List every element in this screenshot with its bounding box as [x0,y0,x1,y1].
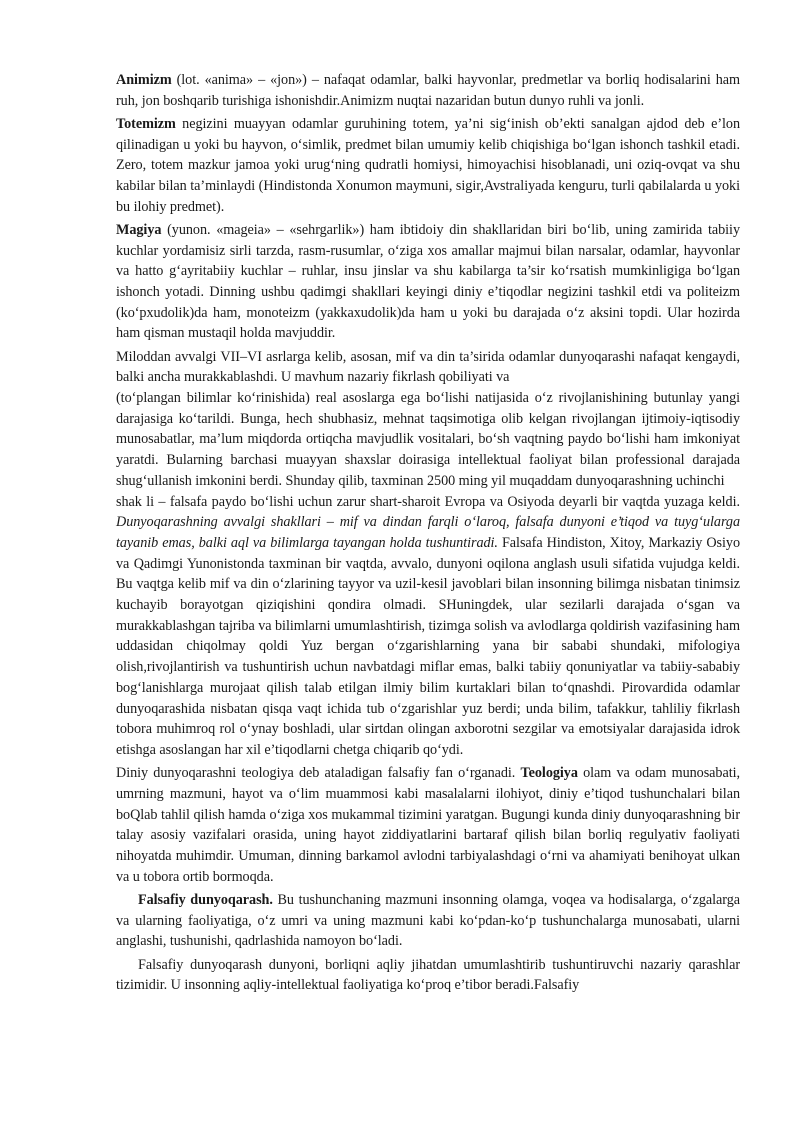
paragraph-falsafiy-definition: Falsafiy dunyoqarash dunyoni, borliqni aqliy jihatdan umumlashtirib tushuntiruvchi nazariy qarashlar tizimidir. U insonning aqliy-intellektual faoliyatiga ko‘proq e’tibor beradi.Falsafiy [116,956,740,994]
paragraph-magiya [116,220,740,344]
falsafa-definition-italic: Dunyoqarashning avvalgi shakllari – mif va dindan farqli o‘laroq, falsafa dunyoni e’tiqod va tuyg‘ularga tayanib emas, balki aql va bilimlarga tayangan holda tushuntiradi. [116,514,740,551]
paragraph-miloddan: Miloddan avvalgi VII–VI asrlarga kelib, asosan, mif va din ta’sirida odamlar dunyoqarashi nafaqat kengaydi, balki ancha murakkablashdi. U mavhum nazariy fikrlash qobiliyati va [116,348,740,386]
falsafa-origin-text-b: Falsafa Hindiston, Xitoy, Markaziy Osiyo va Qadimgi Yunonistonda taxminan bir vaqtda, avvalo, dunyoni oqilona anglash usuli sifatida vujudga keldi. Bu vaqtga kelib mif va din o‘zlarining tayyor va uzil-kesil javoblari bilan insonning bilimga nisbatan tinimsiz kuchayib borayotgan qiziqishini qondira olmadi. SHuningdek, ular sezilarli darajada o‘sgan va murakkablashgan tajriba va bilimlarni umumlashtirish, tizimga solish va avlodlarga qoldirish vazifasining ham uddasidan chiqolmay qoldi Yuz bergan o‘zgarishlarning yana bir sababi shundaki, mifologiya olish,rivojlantirish va tushuntirish uchun navbatdagi miflar emas, balki tabiiy qonuniyatlar va tabiiy-sababiy bog‘lanishlarga murojaat qilish talab etilgan ilmiy bilim kurtaklari bilan to‘qnashdi. Pirovardida odamlar dunyoqarashida nisbatan qisqa vaqt ichida tub o‘zgarishlar yuz berdi; unda bilim, tafakkur, tahliliy fikrlash tobora muhimroq rol o‘ynay boshladi, ular sirtdan olingan axborotni sezgilar va emotsiyalar darajasida idrok etishga asoslangan har xil e’tiqodlarni chetga chiqarib qo‘ydi. [116,534,740,758]
term-magiya: Magiya [116,221,162,238]
paragraph-toplangan: (to‘plangan bilimlar ko‘rinishida) real asoslarga ega bo‘lishi natijasida o‘z rivojlanishining butunlay yangi darajasiga ko‘tarildi. Bunga, hech shubhasiz, mehnat taqsimotiga olib kelgan rivojlangan ijtimoiy-iqtisodiy munosabatlar, ma’lum miqdorda ortiqcha mavjudlik vositalari, bo‘sh vaqtning paydo bo‘lishi ham imkoniyat yaratdi. Bularning barchasi muayyan shaxslar doirasiga intellektual faoliyat bilan professional darajada shug‘ullanish imkonini berdi. Shunday qilib, taxminan 2500 ming yil muqaddam dunyoqarashning uchinchi [116,390,740,489]
document-page [116,70,740,998]
paragraph-animizm [116,70,740,111]
term-falsafiy-dunyoqarash: Falsafiy dunyoqarash. [138,891,273,908]
paragraph-totemizm [116,114,740,218]
term-teologiya: Teologiya [520,765,578,782]
teologiya-text-b: olam va odam munosabati, umrning mazmuni, hayot va o‘lim muammosi kabi masalalarni ilohiyot, diniy e’tiqod tushunchalari bilan boQlab tahlil qilish hamda o‘ziga xos mukammal tizimini yaratgan. Bugungi kunda diniy dunyoqarashning bir talay asosiy vazifalari orasida, uning hayot ziddiyatlarini bartaraf qilish bilan borliq regulyativ faoliyati nihoyatda muhimdir. Umuman, dinning barkamol avlodni tarbiyalashdagi o‘rni va ahamiyati benihoyat ulkan va u tobora ortib bormoqda. [116,765,740,885]
magiya-text: (yunon. «mageia» – «sehrgarlik») ham ibtidoiy din shakllaridan biri bo‘lib, uning zamirida tabiiy kuchlar yordamisiz sirli tarzda, rasm-rusumlar, o‘ziga xos amallar majmui bilan narsalar, odamlar, hayvonlar va hatto g‘ayritabiiy kuchlar – ruhlar, insu jinslar va shu kabilarga ta’sir ko‘rsatish mumkinligiga bo‘lgan ishonch yotadi. Dinning ushbu qadimgi shakllari keyingi diniy e’tiqodlar negizini tashkil etdi va politeizm (ko‘pxudolik)da ham, monoteizm (yakkaxudolik)da ham u yoki bu darajada o‘z aksini topdi. Ular hozirda ham qisman mustaqil holda mavjuddir. [116,221,740,342]
animizm-text: (lot. «anima» – «jon») – nafaqat odamlar, balki hayvonlar, predmetlar va borliq hodisalarini ham ruh, jon boshqarib turishiga ishonishdir.Animizm nuqtai nazaridan butun dunyo ruhli va jonli. [116,72,740,109]
totemizm-text: negizini muayyan odamlar guruhining totem, ya’ni sig‘inish ob’ekti sanalgan ajdod deb e’lon qilinadigan u yoki bu hayvon, o‘simlik, predmet bilan umumiy kelib chiqishiga bo‘lgan ishonch tashkil etadi. Zero, totem mazkur jamoa yoki urug‘ning qudratli homiysi, himoyachisi hisoblanadi, uni oziq-ovqat va shu kabilar bilan ta’minlaydi (Hindistonda Xonumon maymuni, sigir,Avstraliyada kenguru, turli qabilalarda u yoki bu ilohiy predmet). [116,115,740,215]
teologiya-text-a: Diniy dunyoqarashni teologiya deb ataladigan falsafiy fan o‘rganadi. [116,765,521,782]
term-animizm: Animizm [116,72,172,88]
term-totemizm: Totemizm [116,115,176,132]
paragraph-falsafiy-dunyoqarash [116,890,740,952]
falsafiy-dunyoqarash-text: Bu tushunchaning mazmuni insonning olamga, voqea va hodisalarga, o‘zgalarga va ularning faoliyatiga, o‘z umri va uning mazmuni kabi ko‘pdan-ko‘p tushunchalarga munosabati, ularni anglashi, tushunishi, qadrlashida namoyon bo‘ladi. [116,891,740,950]
paragraph-teologiya [116,763,740,887]
falsafa-origin-text-a: shak li – falsafa paydo bo‘lishi uchun zarur shart-sharoit Evropa va Osiyoda deyarli bir vaqtda yuzaga keldi. [116,493,740,510]
paragraph-falsafa-origin [116,492,740,761]
